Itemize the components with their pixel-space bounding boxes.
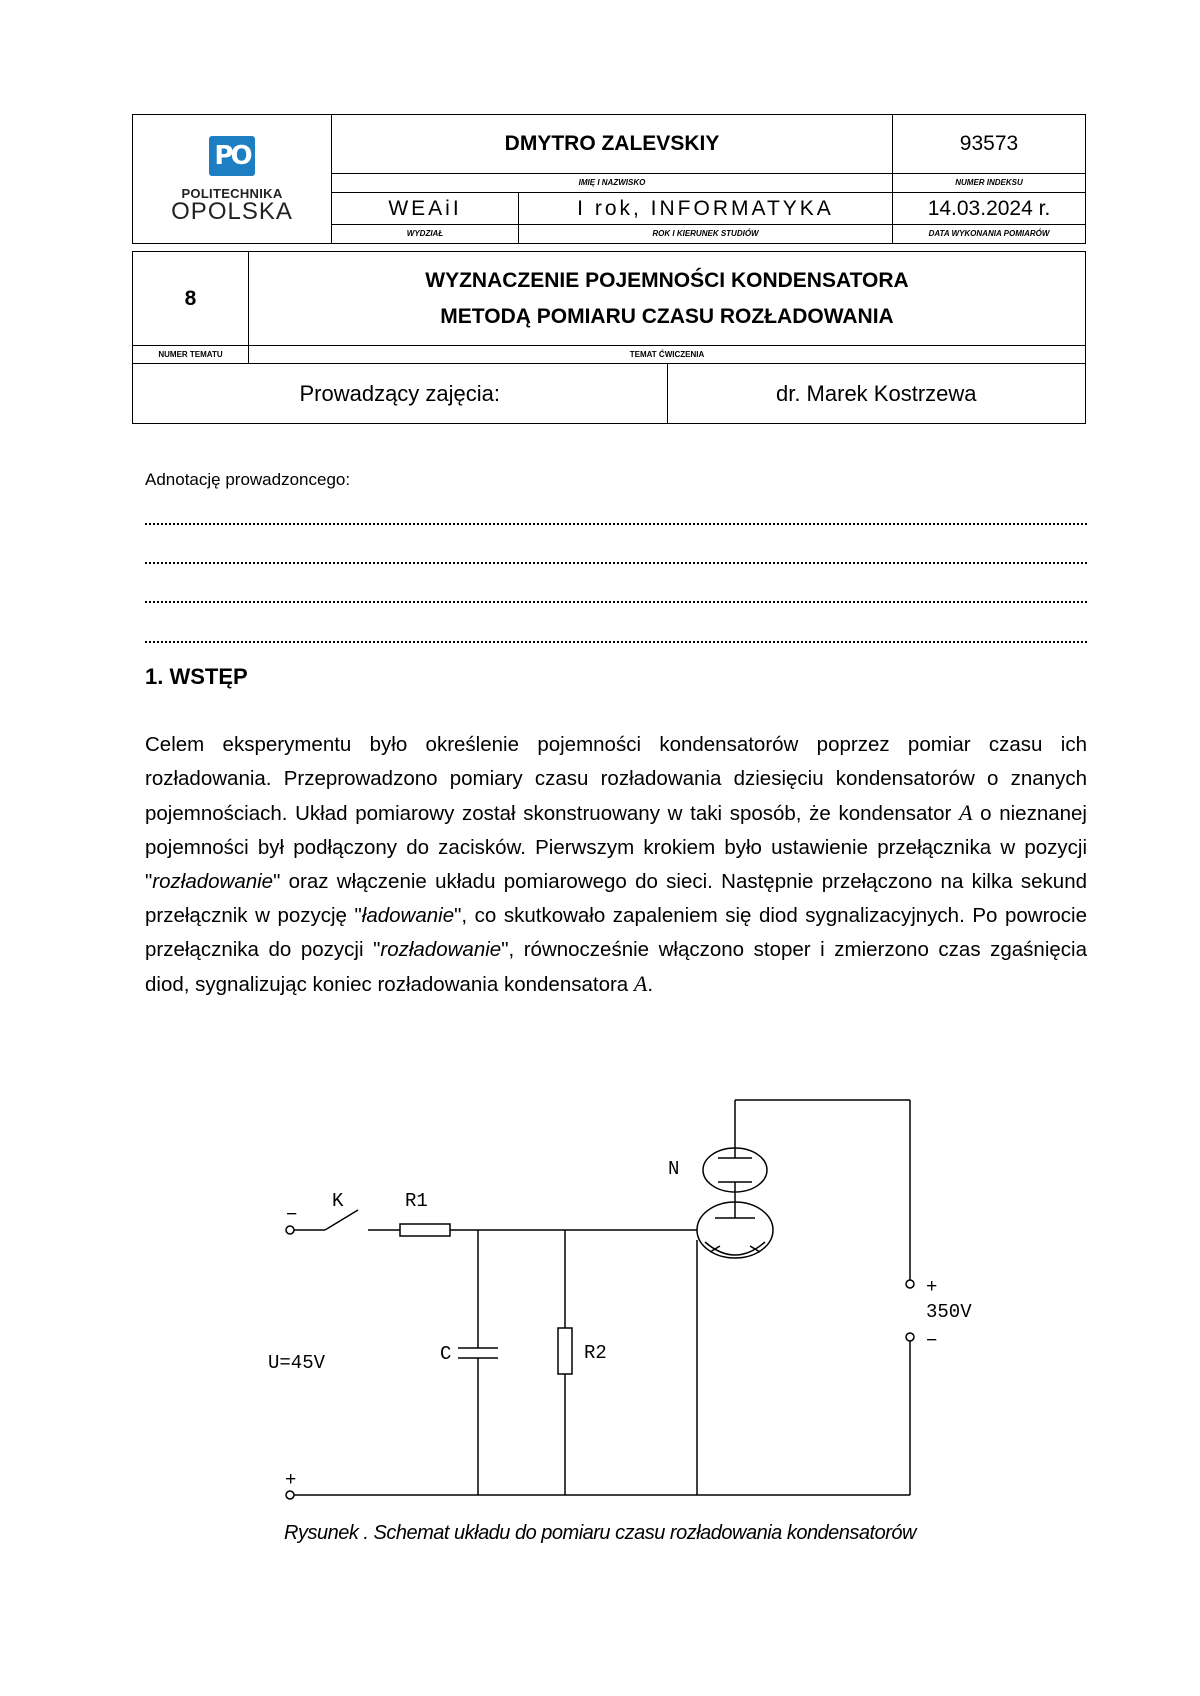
year-major: I rok, INFORMATYKA xyxy=(519,193,893,225)
intro-paragraph: Celem eksperymentu było określenie pojemności kondensatorów poprzez pomiar czasu ich rozładowania. Przeprowadzono pomiary czasu rozładowania dziesięciu kondensatorów o znanych pojemnościach. Układ pomiarowy został skonstruowany w taki sposób, że kondensator A o nieznanej pojemności był podłączony do zacisków. Pierwszym krokiem było ustawienie przełącznika w pozycji "rozładowanie" oraz włączenie układu pomiarowego do sieci. Następnie przełączono na kilka sekund przełącznik w pozycję "ładowanie", co skutkowało zapaleniem się diod sygnalizacyjnych. Po powrocie przełącznika do pozycji "rozładowanie", równocześnie włączono stoper i zmierzono czas zgaśnięcia diod, sygnalizując koniec rozładowania kondensatora A. xyxy=(145,733,1087,996)
topic-title-line2: METODĄ POMIARU CZASU ROZŁADOWANIA xyxy=(440,304,894,328)
topic-table xyxy=(132,251,1086,424)
annotation-line xyxy=(145,523,1087,525)
topic-title-line1: WYZNACZENIE POJEMNOŚCI KONDENSATORA xyxy=(425,268,909,292)
annotation-line xyxy=(145,562,1087,564)
c-label: C xyxy=(440,1343,452,1365)
terminal-plus-label: + xyxy=(285,1469,297,1491)
logo-text-line2: OPOLSKA xyxy=(171,197,293,225)
logo-mark-icon: PO xyxy=(209,136,255,176)
faculty-label: WYDZIAŁ xyxy=(332,225,519,244)
topic-number-label: NUMER TEMATU xyxy=(133,346,249,364)
switch-k-label: K xyxy=(332,1190,344,1212)
annotation-line xyxy=(145,641,1087,643)
resistor-r1 xyxy=(400,1224,450,1236)
index-number-label: NUMER INDEKSU xyxy=(893,174,1086,193)
resistor-r2 xyxy=(558,1328,572,1374)
header-table xyxy=(132,114,1086,244)
topic-label: TEMAT ĆWICZENIA xyxy=(249,346,1086,364)
r2-label: R2 xyxy=(584,1342,607,1364)
year-major-label: ROK I KIERUNEK STUDIÓW xyxy=(519,225,893,244)
measurement-date: 14.03.2024 r. xyxy=(893,193,1086,225)
voltage-u-label: U=45V xyxy=(268,1352,326,1374)
student-name: DMYTRO ZALEVSKIY xyxy=(332,115,893,174)
student-name-label: IMIĘ I NAZWISKO xyxy=(332,174,893,193)
index-number: 93573 xyxy=(893,115,1086,174)
supply-minus-label: − xyxy=(926,1330,938,1352)
n-label: N xyxy=(668,1158,680,1180)
section-title: 1. WSTĘP xyxy=(145,664,248,689)
logo-cell xyxy=(133,115,332,244)
university-logo xyxy=(133,136,331,223)
date-label: DATA WYKONANIA POMIARÓW xyxy=(893,225,1086,244)
logo-text-line1: POLITECHNIKA xyxy=(181,185,283,201)
r1-label: R1 xyxy=(405,1190,428,1212)
supply-voltage-label: 350V xyxy=(926,1301,972,1323)
topic-number: 8 xyxy=(133,252,249,346)
annotation-label: Adnotację prowadzoncego: xyxy=(145,470,351,489)
variable-a: A xyxy=(959,800,973,825)
variable-a: A xyxy=(633,971,648,996)
terminal-minus-label: − xyxy=(286,1204,298,1226)
instructor-name: dr. Marek Kostrzewa xyxy=(667,364,1086,424)
instructor-label: Prowadzący zajęcia: xyxy=(133,364,668,424)
supply-plus-label: + xyxy=(926,1276,938,1298)
topic-title xyxy=(249,252,1086,346)
faculty: WEAiI xyxy=(332,193,519,225)
annotation-line xyxy=(145,601,1087,603)
figure-caption: Rysunek . Schemat układu do pomiaru czasu rozładowania kondensatorów xyxy=(284,1522,916,1544)
circuit-schematic xyxy=(250,1080,1010,1510)
